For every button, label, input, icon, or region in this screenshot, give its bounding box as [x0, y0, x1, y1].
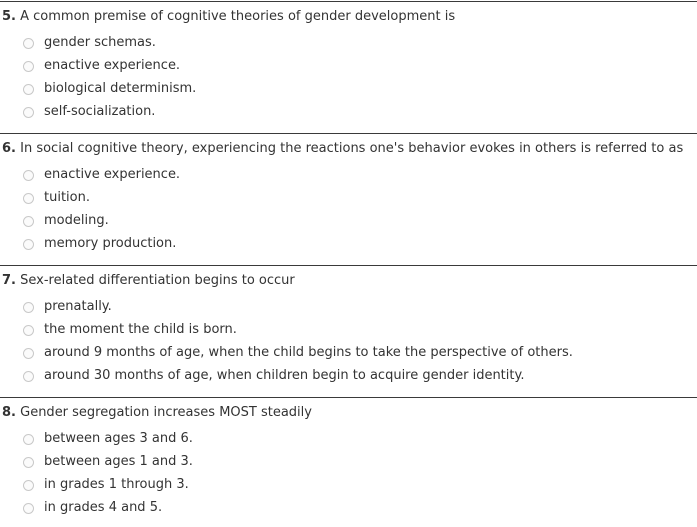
question-8 — [0, 397, 697, 527]
answer-option-label: enactive experience. — [44, 58, 181, 73]
question-prompt: A common premise of cognitive theories of gender development is — [20, 9, 456, 24]
answer-option-c[interactable] — [23, 81, 196, 97]
radio-button[interactable] — [23, 371, 34, 382]
radio-button[interactable] — [23, 434, 34, 445]
answer-option-d[interactable] — [23, 104, 155, 120]
answer-option-label: the moment the child is born. — [44, 322, 237, 337]
radio-button[interactable] — [23, 84, 34, 95]
answer-option-c[interactable] — [23, 477, 189, 493]
radio-button[interactable] — [23, 38, 34, 49]
question-number: 7. — [2, 273, 16, 288]
question-prompt: Sex-related differentiation begins to occur — [20, 273, 295, 288]
radio-button[interactable] — [23, 193, 34, 204]
answer-option-a[interactable] — [23, 299, 112, 315]
answer-option-d[interactable] — [23, 500, 162, 516]
radio-button[interactable] — [23, 302, 34, 313]
question-number: 6. — [2, 141, 16, 156]
answer-option-b[interactable] — [23, 190, 90, 206]
question-text — [2, 405, 312, 421]
answer-option-b[interactable] — [23, 58, 180, 74]
radio-button[interactable] — [23, 348, 34, 359]
question-5 — [0, 1, 697, 133]
answer-option-label: modeling. — [44, 213, 109, 228]
radio-button[interactable] — [23, 503, 34, 514]
answer-option-label: between ages 1 and 3. — [44, 454, 193, 469]
radio-button[interactable] — [23, 61, 34, 72]
answer-option-label: around 9 months of age, when the child begins to take the perspective of others. — [44, 345, 573, 360]
answer-option-a[interactable] — [23, 167, 180, 183]
question-prompt: Gender segregation increases MOST steadily — [20, 405, 312, 420]
question-number: 8. — [2, 405, 16, 420]
radio-button[interactable] — [23, 457, 34, 468]
question-prompt: In social cognitive theory, experiencing the reactions one's behavior evokes in others is referred to as — [20, 141, 684, 156]
answer-option-label: between ages 3 and 6. — [44, 431, 193, 446]
question-text — [2, 9, 455, 25]
question-7 — [0, 265, 697, 397]
question-text — [2, 273, 295, 289]
answer-option-label: enactive experience. — [44, 167, 181, 182]
answer-option-label: around 30 months of age, when children begin to acquire gender identity. — [44, 368, 525, 383]
answer-option-label: gender schemas. — [44, 35, 156, 50]
answer-option-b[interactable] — [23, 322, 237, 338]
answer-option-label: prenatally. — [44, 299, 112, 314]
question-number: 5. — [2, 9, 16, 24]
radio-button[interactable] — [23, 170, 34, 181]
answer-option-c[interactable] — [23, 345, 573, 361]
question-6 — [0, 133, 697, 265]
answer-option-b[interactable] — [23, 454, 193, 470]
answer-option-label: in grades 1 through 3. — [44, 477, 189, 492]
answer-option-label: self-socialization. — [44, 104, 156, 119]
answer-option-label: biological determinism. — [44, 81, 197, 96]
answer-option-a[interactable] — [23, 35, 156, 51]
question-text — [2, 141, 683, 157]
answer-option-label: tuition. — [44, 190, 90, 205]
radio-button[interactable] — [23, 216, 34, 227]
answer-option-label: in grades 4 and 5. — [44, 500, 163, 515]
answer-option-a[interactable] — [23, 431, 193, 447]
radio-button[interactable] — [23, 325, 34, 336]
radio-button[interactable] — [23, 107, 34, 118]
radio-button[interactable] — [23, 239, 34, 250]
answer-option-d[interactable] — [23, 236, 176, 252]
answer-option-label: memory production. — [44, 236, 177, 251]
radio-button[interactable] — [23, 480, 34, 491]
answer-option-d[interactable] — [23, 368, 524, 384]
answer-option-c[interactable] — [23, 213, 109, 229]
